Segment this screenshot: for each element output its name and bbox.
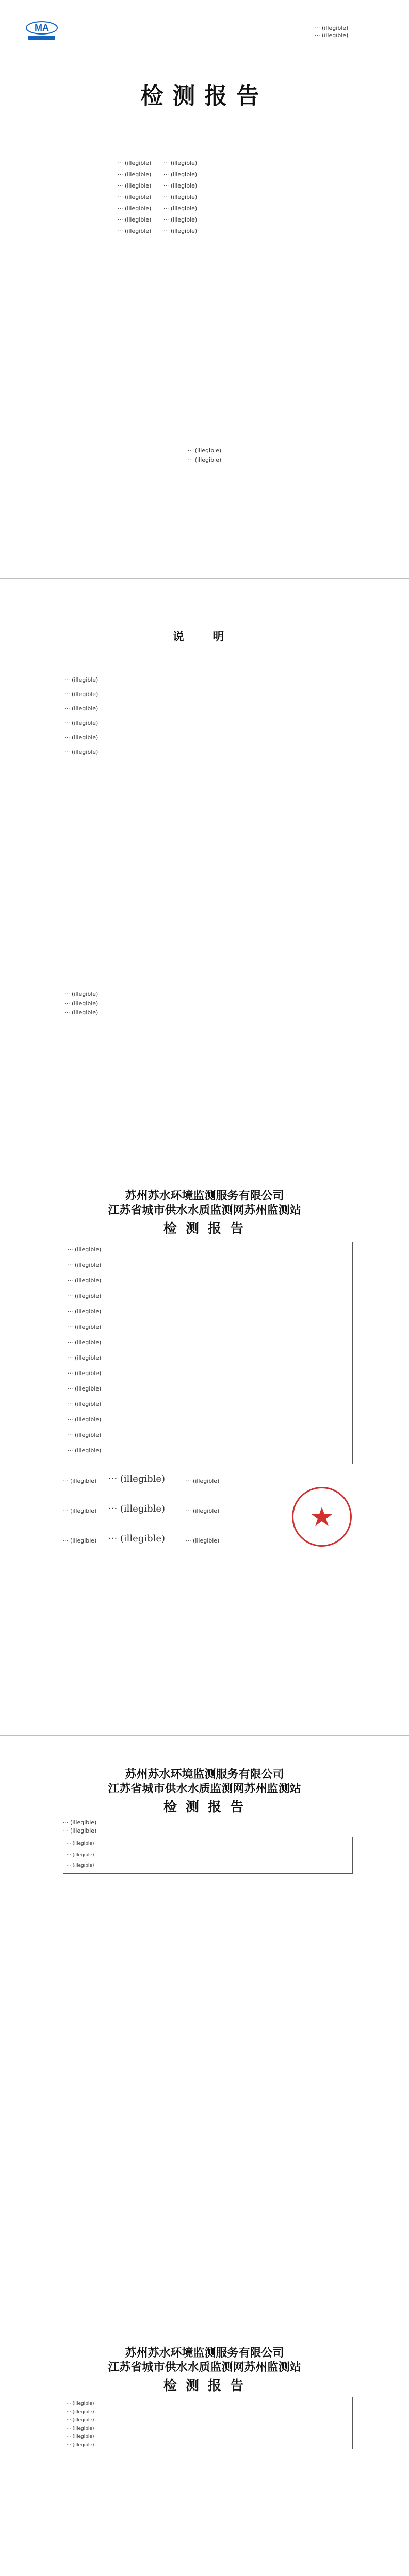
page-notes <box>0 579 409 1157</box>
signature-handwritten: ··· (illegible) <box>108 1503 166 1514</box>
cover-field-label: ··· (illegible) <box>118 171 152 178</box>
cover-field-row <box>118 205 386 216</box>
results-table <box>63 1837 353 1874</box>
page-results-2 <box>0 2314 409 2576</box>
table-row <box>67 1862 94 1869</box>
contact-line-2: ··· (illegible) <box>64 1000 99 1007</box>
station-name: 江苏省城市供水水质监测网苏州监测站 <box>108 1783 301 1795</box>
cover-field-row <box>118 216 386 228</box>
company-name: 苏州苏水环境监测服务有限公司 <box>125 2347 284 2360</box>
cover-field-label: ··· (illegible) <box>118 194 152 200</box>
table-cell: ··· (illegible) <box>67 1853 94 1858</box>
table-row: ··· (illegible) <box>68 1246 102 1253</box>
note-2: ··· (illegible) <box>64 691 99 698</box>
cover-field-value: ··· (illegible) <box>163 194 198 200</box>
cover-field-label: ··· (illegible) <box>118 160 152 166</box>
cover-field-row <box>118 182 386 194</box>
issuer-line-2: ··· (illegible) <box>187 456 222 463</box>
note-3: ··· (illegible) <box>64 705 99 712</box>
page-results-1 <box>0 1736 409 2314</box>
table-row: ··· (illegible) <box>68 1354 102 1361</box>
cover-field-label: ··· (illegible) <box>118 205 152 212</box>
cover-field-row <box>118 194 386 205</box>
signature-date: ··· (illegible) <box>186 1507 220 1514</box>
cover-fields <box>118 160 386 239</box>
table-row <box>67 1840 94 1848</box>
table-row: ··· (illegible) <box>68 1339 102 1346</box>
results-top-line: ··· (illegible) <box>63 1827 97 1834</box>
table-row: ··· (illegible) <box>68 1293 102 1299</box>
company-name: 苏州苏水环境监测服务有限公司 <box>125 1768 284 1781</box>
signature-handwritten: ··· (illegible) <box>108 1533 166 1544</box>
issuer-line-1: ··· (illegible) <box>187 447 222 454</box>
station-name: 江苏省城市供水水质监测网苏州监测站 <box>108 1204 301 1217</box>
contact-line-1: ··· (illegible) <box>64 991 99 997</box>
table-row: ··· (illegible) <box>67 2401 94 2406</box>
table-row: ··· (illegible) <box>68 1308 102 1315</box>
station-name: 江苏省城市供水水质监测网苏州监测站 <box>108 2361 301 2374</box>
svg-text:MA: MA <box>35 23 49 33</box>
cover-field-value: ··· (illegible) <box>163 171 198 178</box>
notes-title: 说 明 <box>172 631 237 643</box>
star-icon <box>293 1488 350 1545</box>
signature-label: ··· (illegible) <box>63 1478 97 1484</box>
table-row: ··· (illegible) <box>67 2443 94 2448</box>
table-row: ··· (illegible) <box>67 2434 94 2439</box>
sample-info-table <box>63 1242 353 1464</box>
table-row: ··· (illegible) <box>67 2410 94 2415</box>
cover-field-row <box>118 228 386 239</box>
table-row: ··· (illegible) <box>67 2418 94 2423</box>
cover-field-value: ··· (illegible) <box>163 205 198 212</box>
page-title: 检测报告 <box>140 83 269 109</box>
cover-field-value: ··· (illegible) <box>163 228 198 234</box>
table-row: ··· (illegible) <box>68 1262 102 1268</box>
signature-label: ··· (illegible) <box>63 1507 97 1514</box>
cover-field-label: ··· (illegible) <box>118 228 152 234</box>
signature-date: ··· (illegible) <box>186 1537 220 1544</box>
cover-field-value: ··· (illegible) <box>163 160 198 166</box>
table-row: ··· (illegible) <box>68 1432 102 1438</box>
note-1: ··· (illegible) <box>64 676 99 683</box>
signature-date: ··· (illegible) <box>186 1478 220 1484</box>
report-number-value: ··· (illegible) <box>315 32 349 39</box>
table-row: ··· (illegible) <box>68 1401 102 1408</box>
table-cell: ··· (illegible) <box>67 1841 94 1846</box>
table-cell: ··· (illegible) <box>67 1863 94 1868</box>
contact-line-3: ··· (illegible) <box>64 1009 99 1016</box>
cover-field-value: ··· (illegible) <box>163 216 198 223</box>
table-row: ··· (illegible) <box>68 1447 102 1454</box>
table-row: ··· (illegible) <box>68 1277 102 1284</box>
note-5: ··· (illegible) <box>64 734 99 741</box>
report-number-label: ··· (illegible) <box>315 25 349 31</box>
note-4: ··· (illegible) <box>64 720 99 726</box>
page-cover <box>0 0 409 578</box>
table-row: ··· (illegible) <box>68 1385 102 1392</box>
cma-logo <box>23 20 60 41</box>
report-title: 检 测 报 告 <box>163 1800 246 1815</box>
signature-handwritten: ··· (illegible) <box>108 1473 166 1484</box>
cover-field-label: ··· (illegible) <box>118 182 152 189</box>
table-row: ··· (illegible) <box>67 2426 94 2431</box>
method-table <box>63 2397 353 2449</box>
red-seal-stamp <box>292 1487 352 1547</box>
table-row: ··· (illegible) <box>68 1416 102 1423</box>
cover-field-row <box>118 171 386 182</box>
results-top-line: ··· (illegible) <box>63 1819 97 1826</box>
table-row: ··· (illegible) <box>68 1324 102 1330</box>
page-sample-info <box>0 1157 409 1735</box>
table-row <box>67 1852 94 1859</box>
cma-logo-icon <box>23 20 60 41</box>
cover-field-label: ··· (illegible) <box>118 216 152 223</box>
cover-field-row <box>118 160 386 171</box>
report-title: 检 测 报 告 <box>163 1221 246 1236</box>
signature-label: ··· (illegible) <box>63 1537 97 1544</box>
report-title: 检 测 报 告 <box>163 2378 246 2394</box>
company-name: 苏州苏水环境监测服务有限公司 <box>125 1190 284 1202</box>
table-row: ··· (illegible) <box>68 1370 102 1377</box>
cover-field-value: ··· (illegible) <box>163 182 198 189</box>
note-6: ··· (illegible) <box>64 749 99 755</box>
